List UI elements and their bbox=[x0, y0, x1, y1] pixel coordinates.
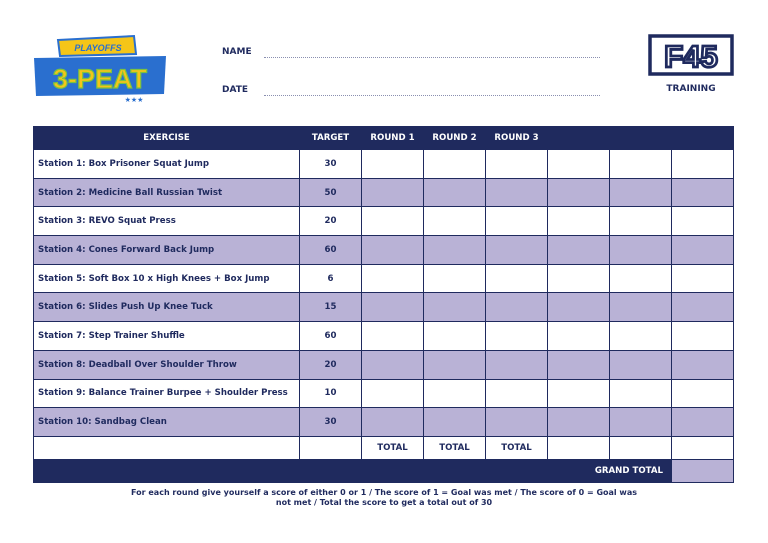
score-cell[interactable] bbox=[548, 236, 610, 265]
round2-header: ROUND 2 bbox=[424, 127, 486, 150]
exercise-header: EXERCISE bbox=[34, 127, 300, 150]
round-1-score-cell[interactable] bbox=[362, 322, 424, 351]
grand-total-row bbox=[34, 459, 734, 482]
logo-main-text: 3-PEAT bbox=[52, 64, 148, 94]
table-row bbox=[34, 150, 734, 179]
score-cell[interactable] bbox=[672, 150, 734, 179]
score-cell[interactable] bbox=[548, 150, 610, 179]
score-cell[interactable] bbox=[548, 350, 610, 379]
exercise-cell: Station 8: Deadball Over Shoulder Throw bbox=[34, 350, 300, 379]
round-3-score-cell[interactable] bbox=[486, 207, 548, 236]
table-row bbox=[34, 207, 734, 236]
round-3-score-cell[interactable] bbox=[486, 293, 548, 322]
total-cell[interactable] bbox=[672, 436, 734, 459]
score-cell[interactable] bbox=[672, 236, 734, 265]
score-cell[interactable] bbox=[548, 322, 610, 351]
blank-cell bbox=[34, 436, 300, 459]
logo-stars: ★★★ bbox=[124, 96, 144, 104]
target-cell: 6 bbox=[300, 264, 362, 293]
table-row bbox=[34, 408, 734, 437]
score-cell[interactable] bbox=[672, 178, 734, 207]
score-cell[interactable] bbox=[610, 207, 672, 236]
f45-logo-text: F45 bbox=[664, 39, 718, 74]
round-2-score-cell[interactable] bbox=[424, 408, 486, 437]
round3-header: ROUND 3 bbox=[486, 127, 548, 150]
totals-row bbox=[34, 436, 734, 459]
round-3-score-cell[interactable] bbox=[486, 322, 548, 351]
score-cell[interactable] bbox=[548, 408, 610, 437]
exercise-cell: Station 5: Soft Box 10 x High Knees + Box Jump bbox=[34, 264, 300, 293]
training-label: TRAINING bbox=[666, 84, 716, 94]
target-cell: 50 bbox=[300, 178, 362, 207]
score-cell[interactable] bbox=[610, 293, 672, 322]
f45-logo bbox=[648, 34, 734, 76]
grand-total-cell[interactable] bbox=[672, 459, 734, 482]
round-1-score-cell[interactable] bbox=[362, 150, 424, 179]
score-cell[interactable] bbox=[672, 408, 734, 437]
table-row bbox=[34, 293, 734, 322]
score-cell[interactable] bbox=[610, 178, 672, 207]
round-2-score-cell[interactable] bbox=[424, 264, 486, 293]
round-2-score-cell[interactable] bbox=[424, 207, 486, 236]
round-1-score-cell[interactable] bbox=[362, 293, 424, 322]
round-2-score-cell[interactable] bbox=[424, 178, 486, 207]
exercise-cell: Station 1: Box Prisoner Squat Jump bbox=[34, 150, 300, 179]
round-2-score-cell[interactable] bbox=[424, 236, 486, 265]
score-table bbox=[33, 126, 734, 483]
target-cell: 30 bbox=[300, 150, 362, 179]
exercise-cell: Station 10: Sandbag Clean bbox=[34, 408, 300, 437]
score-cell[interactable] bbox=[610, 150, 672, 179]
round-2-score-cell[interactable] bbox=[424, 350, 486, 379]
score-cell[interactable] bbox=[610, 322, 672, 351]
score-cell[interactable] bbox=[548, 379, 610, 408]
footer-instructions: For each round give yourself a score of either 0 or 1 / The score of 1 = Goal was met / The score of 0 = Goal was not met / Total the score to get a total out of 30 bbox=[131, 488, 637, 507]
exercise-cell: Station 7: Step Trainer Shuffle bbox=[34, 322, 300, 351]
round-3-score-cell[interactable] bbox=[486, 150, 548, 179]
blank-header bbox=[548, 127, 610, 150]
table-header bbox=[34, 127, 734, 150]
round-3-score-cell[interactable] bbox=[486, 236, 548, 265]
table-row bbox=[34, 379, 734, 408]
score-cell[interactable] bbox=[672, 350, 734, 379]
target-cell: 10 bbox=[300, 379, 362, 408]
round-3-score-cell[interactable] bbox=[486, 408, 548, 437]
score-cell[interactable] bbox=[610, 350, 672, 379]
score-cell[interactable] bbox=[610, 236, 672, 265]
round-1-score-cell[interactable] bbox=[362, 264, 424, 293]
score-cell[interactable] bbox=[672, 379, 734, 408]
date-label: DATE bbox=[222, 85, 249, 95]
round-3-score-cell[interactable] bbox=[486, 350, 548, 379]
logo-banner-text: PLAYOFFS bbox=[74, 43, 122, 53]
table-row bbox=[34, 236, 734, 265]
table-row bbox=[34, 350, 734, 379]
exercise-cell: Station 2: Medicine Ball Russian Twist bbox=[34, 178, 300, 207]
round-2-score-cell[interactable] bbox=[424, 322, 486, 351]
3-peat-logo bbox=[30, 30, 170, 105]
date-field[interactable] bbox=[264, 86, 600, 96]
table-row bbox=[34, 178, 734, 207]
grand-total-label: GRAND TOTAL bbox=[34, 459, 672, 482]
score-cell[interactable] bbox=[548, 178, 610, 207]
round1-header: ROUND 1 bbox=[362, 127, 424, 150]
round-1-score-cell[interactable] bbox=[362, 178, 424, 207]
score-cell[interactable] bbox=[672, 322, 734, 351]
table-row bbox=[34, 322, 734, 351]
name-label: NAME bbox=[222, 47, 252, 57]
exercise-cell: Station 6: Slides Push Up Knee Tuck bbox=[34, 293, 300, 322]
round-2-score-cell[interactable] bbox=[424, 379, 486, 408]
exercise-cell: Station 3: REVO Squat Press bbox=[34, 207, 300, 236]
round-2-score-cell[interactable] bbox=[424, 293, 486, 322]
score-cell[interactable] bbox=[548, 264, 610, 293]
exercise-cell: Station 4: Cones Forward Back Jump bbox=[34, 236, 300, 265]
score-cell[interactable] bbox=[672, 264, 734, 293]
blank-header bbox=[610, 127, 672, 150]
target-cell: 20 bbox=[300, 350, 362, 379]
round-1-score-cell[interactable] bbox=[362, 379, 424, 408]
round-1-score-cell[interactable] bbox=[362, 350, 424, 379]
round-1-score-cell[interactable] bbox=[362, 207, 424, 236]
total-label: TOTAL bbox=[424, 436, 486, 459]
total-cell[interactable] bbox=[548, 436, 610, 459]
score-cell[interactable] bbox=[610, 379, 672, 408]
target-cell: 15 bbox=[300, 293, 362, 322]
round-3-score-cell[interactable] bbox=[486, 264, 548, 293]
blank-header bbox=[672, 127, 734, 150]
name-field[interactable] bbox=[264, 48, 600, 58]
target-cell: 30 bbox=[300, 408, 362, 437]
target-cell: 60 bbox=[300, 236, 362, 265]
round-3-score-cell[interactable] bbox=[486, 178, 548, 207]
blank-cell bbox=[300, 436, 362, 459]
score-cell[interactable] bbox=[548, 293, 610, 322]
round-1-score-cell[interactable] bbox=[362, 408, 424, 437]
score-cell[interactable] bbox=[610, 408, 672, 437]
round-3-score-cell[interactable] bbox=[486, 379, 548, 408]
target-cell: 20 bbox=[300, 207, 362, 236]
score-cell[interactable] bbox=[672, 207, 734, 236]
exercise-cell: Station 9: Balance Trainer Burpee + Shoulder Press bbox=[34, 379, 300, 408]
total-label: TOTAL bbox=[486, 436, 548, 459]
table-row bbox=[34, 264, 734, 293]
round-2-score-cell[interactable] bbox=[424, 150, 486, 179]
score-cell[interactable] bbox=[610, 264, 672, 293]
score-cell[interactable] bbox=[672, 293, 734, 322]
score-cell[interactable] bbox=[548, 207, 610, 236]
target-cell: 60 bbox=[300, 322, 362, 351]
total-label: TOTAL bbox=[362, 436, 424, 459]
round-1-score-cell[interactable] bbox=[362, 236, 424, 265]
total-cell[interactable] bbox=[610, 436, 672, 459]
target-header: TARGET bbox=[300, 127, 362, 150]
